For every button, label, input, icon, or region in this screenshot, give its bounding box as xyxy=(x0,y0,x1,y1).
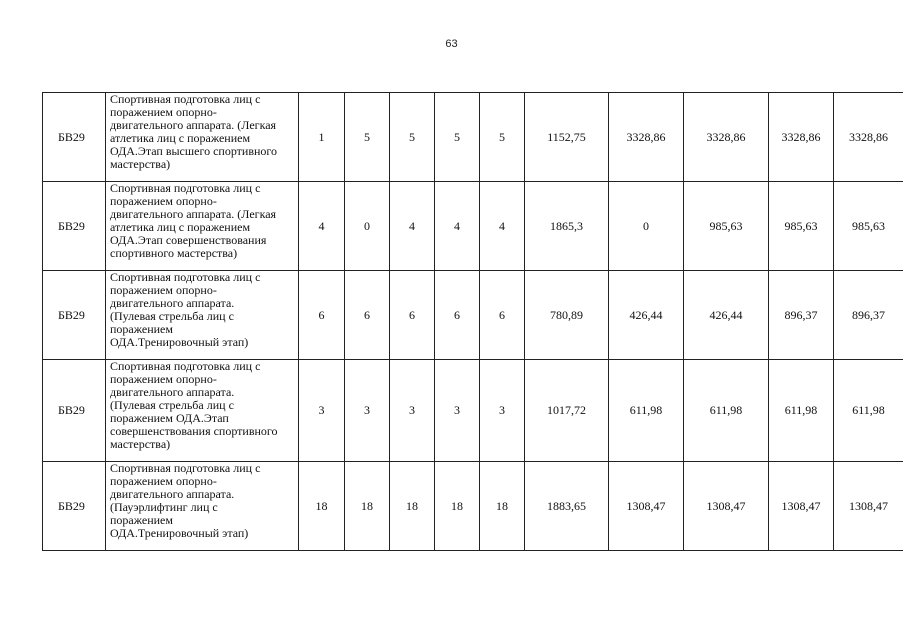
row-value-cell: 5 xyxy=(480,93,525,182)
description-line: поражением опорно- xyxy=(110,105,217,119)
table-row xyxy=(43,182,903,271)
row-value-cell: 5 xyxy=(345,93,390,182)
row-value-cell: 5 xyxy=(435,93,480,182)
row-value-cell: 5 xyxy=(390,93,435,182)
row-value-cell: 18 xyxy=(299,462,345,551)
row-value-cell: 3 xyxy=(480,360,525,462)
row-value-cell: 0 xyxy=(609,182,684,271)
row-description-cell xyxy=(106,462,299,551)
description-line: ОДА.Этап высшего спортивного xyxy=(110,144,278,158)
row-value-cell: 18 xyxy=(390,462,435,551)
row-value-cell: 3 xyxy=(390,360,435,462)
row-value-cell: 1308,47 xyxy=(834,462,903,551)
description-line: атлетика лиц с поражением xyxy=(110,220,251,234)
row-value-cell: 1865,3 xyxy=(525,182,609,271)
row-value-cell: 896,37 xyxy=(769,271,834,360)
description-line: Спортивная подготовка лиц с xyxy=(110,270,261,284)
row-code-cell: БВ29 xyxy=(43,360,106,462)
description-line: ОДА.Этап совершенствования xyxy=(110,233,267,247)
row-description-cell xyxy=(106,93,299,182)
description-line: ОДА.Тренировочный этап) xyxy=(110,526,249,540)
row-value-cell: 780,89 xyxy=(525,271,609,360)
table-row xyxy=(43,271,903,360)
row-value-cell: 18 xyxy=(435,462,480,551)
row-value-cell: 18 xyxy=(480,462,525,551)
row-value-cell: 1308,47 xyxy=(684,462,769,551)
row-description-cell xyxy=(106,360,299,462)
description-line: Спортивная подготовка лиц с xyxy=(110,359,261,373)
row-value-cell: 1883,65 xyxy=(525,462,609,551)
table-body xyxy=(43,93,903,551)
description-line: Спортивная подготовка лиц с xyxy=(110,181,261,195)
description-line: поражением опорно- xyxy=(110,474,217,488)
row-value-cell: 426,44 xyxy=(684,271,769,360)
row-value-cell: 1308,47 xyxy=(609,462,684,551)
description-line: (Пауэрлифтинг лиц с xyxy=(110,500,218,514)
row-value-cell: 6 xyxy=(435,271,480,360)
description-line: Спортивная подготовка лиц с xyxy=(110,461,261,475)
row-value-cell: 3328,86 xyxy=(834,93,903,182)
table-row xyxy=(43,360,903,462)
row-value-cell: 985,63 xyxy=(769,182,834,271)
row-value-cell: 1 xyxy=(299,93,345,182)
page-number: 63 xyxy=(445,38,458,50)
row-value-cell: 3328,86 xyxy=(684,93,769,182)
description-line: совершенствования спортивного xyxy=(110,424,278,438)
row-value-cell: 4 xyxy=(299,182,345,271)
row-value-cell: 6 xyxy=(390,271,435,360)
description-line: поражением xyxy=(110,513,173,527)
description-line: поражением опорно- xyxy=(110,372,217,386)
row-code-cell: БВ29 xyxy=(43,462,106,551)
description-line: двигательного аппарата. (Легкая xyxy=(110,118,277,132)
description-line: двигательного аппарата. xyxy=(110,296,235,310)
row-value-cell: 6 xyxy=(345,271,390,360)
row-value-cell: 6 xyxy=(299,271,345,360)
row-value-cell: 6 xyxy=(480,271,525,360)
row-value-cell: 985,63 xyxy=(684,182,769,271)
description-line: двигательного аппарата. xyxy=(110,487,235,501)
row-value-cell: 3328,86 xyxy=(769,93,834,182)
description-line: Спортивная подготовка лиц с xyxy=(110,92,261,106)
description-line: поражением ОДА.Этап xyxy=(110,411,229,425)
row-value-cell: 1308,47 xyxy=(769,462,834,551)
description-line: спортивного мастерства) xyxy=(110,246,238,260)
data-table xyxy=(42,92,903,551)
row-value-cell: 611,98 xyxy=(769,360,834,462)
description-line: двигательного аппарата. (Легкая xyxy=(110,207,277,221)
description-line: мастерства) xyxy=(110,437,171,451)
description-line: поражением xyxy=(110,322,173,336)
row-value-cell: 3 xyxy=(299,360,345,462)
description-line: поражением опорно- xyxy=(110,194,217,208)
row-value-cell: 3 xyxy=(345,360,390,462)
description-line: (Пулевая стрельба лиц с xyxy=(110,398,234,412)
row-value-cell: 1152,75 xyxy=(525,93,609,182)
table-row xyxy=(43,93,903,182)
row-value-cell: 1017,72 xyxy=(525,360,609,462)
description-line: мастерства) xyxy=(110,157,171,171)
row-value-cell: 3 xyxy=(435,360,480,462)
description-line: ОДА.Тренировочный этап) xyxy=(110,335,249,349)
row-value-cell: 4 xyxy=(435,182,480,271)
row-value-cell: 611,98 xyxy=(684,360,769,462)
description-line: поражением опорно- xyxy=(110,283,217,297)
row-code-cell: БВ29 xyxy=(43,271,106,360)
row-value-cell: 3328,86 xyxy=(609,93,684,182)
row-value-cell: 4 xyxy=(390,182,435,271)
row-value-cell: 18 xyxy=(345,462,390,551)
description-line: атлетика лиц с поражением xyxy=(110,131,251,145)
description-line: (Пулевая стрельба лиц с xyxy=(110,309,234,323)
row-value-cell: 0 xyxy=(345,182,390,271)
row-value-cell: 611,98 xyxy=(834,360,903,462)
row-value-cell: 896,37 xyxy=(834,271,903,360)
row-value-cell: 985,63 xyxy=(834,182,903,271)
row-value-cell: 4 xyxy=(480,182,525,271)
row-value-cell: 426,44 xyxy=(609,271,684,360)
row-code-cell: БВ29 xyxy=(43,182,106,271)
row-value-cell: 611,98 xyxy=(609,360,684,462)
row-description-cell xyxy=(106,271,299,360)
row-description-cell xyxy=(106,182,299,271)
description-line: двигательного аппарата. xyxy=(110,385,235,399)
table-row xyxy=(43,462,903,551)
row-code-cell: БВ29 xyxy=(43,93,106,182)
